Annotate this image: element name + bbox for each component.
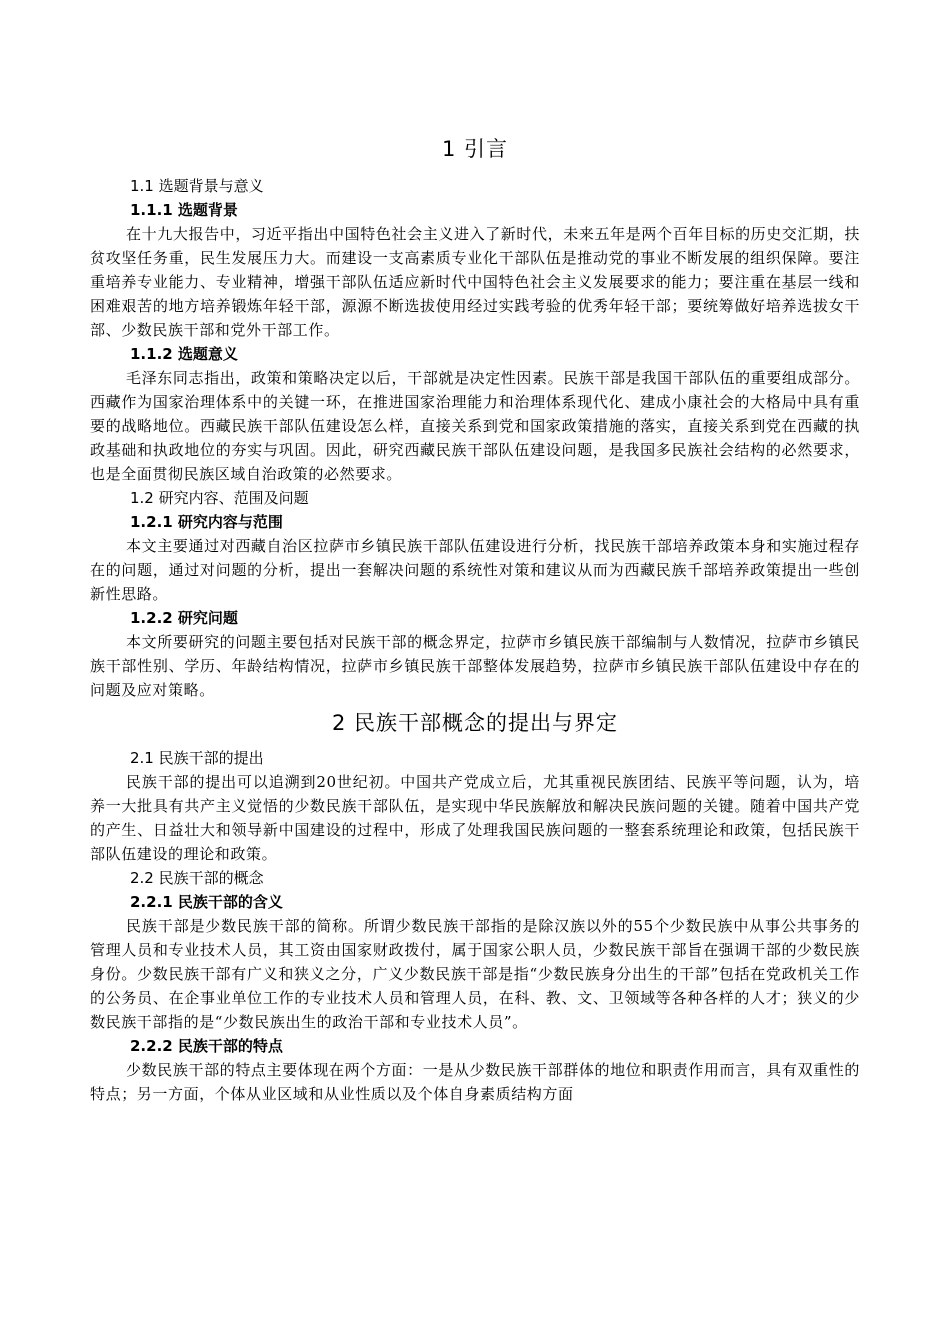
paragraph-1-1-2: 毛泽东同志指出，政策和策略决定以后，干部就是决定性因素。民族干部是我国干部队伍的重要组成部分。西藏作为国家治理体系中的关键一环，在推进国家治理能力和治理体系现代化、建成小康社会的大格局中具有重要的战略地位。西藏民族干部队伍建设怎么样，直接关系到党和国家政策措施的落实，直接关系到党在西藏的执政基础和执政地位的夯实与巩固。因此，研究西藏民族干部队伍建设问题，是我国多民族社会结构的必然要求，也是全面贯彻民族区域自治政策的必然要求。 xyxy=(90,369,860,483)
paragraph-2-2-2: 少数民族干部的特点主要体现在两个方面：一是从少数民族干部群体的地位和职责作用而言，具有双重性的特点；另一方面，个体从业区域和从业性质以及个体自身素质结构方面 xyxy=(90,1061,860,1103)
heading-2-2: 2.2 民族干部的概念 xyxy=(130,869,264,887)
heading-1-2: 1.2 研究内容、范围及问题 xyxy=(130,489,309,507)
heading-1-2-2: 1.2.2 研究问题 xyxy=(130,609,238,627)
heading-1-2-1: 1.2.1 研究内容与范围 xyxy=(130,513,283,531)
paragraph-2-1: 民族干部的提出可以追溯到20世纪初。中国共产党成立后，尤其重视民族团结、民族平等问题，认为，培养一大批具有共产主义觉悟的少数民族干部队伍，是实现中华民族解放和解决民族问题的关键。随着中国共产党的产生、日益壮大和领导新中国建设的过程中，形成了处理我国民族问题的一整套系统理论和政策，包括民族干部队伍建设的理论和政策。 xyxy=(90,773,860,863)
paragraph-1-1-1: 在十九大报告中，习近平指出中国特色社会主义进入了新时代，未来五年是两个百年目标的历史交汇期，扶贫攻坚任务重，民生发展压力大。而建设一支高素质专业化干部队伍是推动党的事业不断发展的组织保障。要注重培养专业能力、专业精神，增强干部队伍适应新时代中国特色社会主义发展要求的能力；要注重在基层一线和困难艰苦的地方培养锻炼年轻干部，源源不断选拔使用经过实践考验的优秀年轻干部；要统筹做好培养选拔女干部、少数民族干部和党外干部工作。 xyxy=(90,225,860,339)
section-2-title: 2 民族干部概念的提出与界定 xyxy=(331,711,619,735)
paragraph-1-2-1: 本文主要通过对西藏自治区拉萨市乡镇民族干部队伍建设进行分析，找民族干部培养政策本身和实施过程存在的问题，通过对问题的分析，提出一套解决问题的系统性对策和建议从而为西藏民族千部培养政策提出一些创新性思路。 xyxy=(90,537,860,603)
heading-2-2-1: 2.2.1 民族干部的含义 xyxy=(130,893,283,911)
heading-1-1-2: 1.1.2 选题意义 xyxy=(130,345,238,363)
heading-1-1-1: 1.1.1 选题背景 xyxy=(130,201,238,219)
heading-2-1: 2.1 民族干部的提出 xyxy=(130,749,264,767)
document-page xyxy=(90,128,860,1106)
section-1-title: 1 引言 xyxy=(441,137,509,161)
heading-2-2-2: 2.2.2 民族干部的特点 xyxy=(130,1037,283,1055)
heading-1-1: 1.1 选题背景与意义 xyxy=(130,177,264,195)
paragraph-1-2-2: 本文所要研究的问题主要包括对民族干部的概念界定，拉萨市乡镇民族干部编制与人数情况，拉萨市乡镇民族干部性别、学历、年龄结构情况，拉萨市乡镇民族干部整体发展趋势，拉萨市乡镇民族干部队伍建设中存在的问题及应对策略。 xyxy=(90,633,860,699)
paragraph-2-2-1: 民族干部是少数民族干部的简称。所谓少数民族干部指的是除汉族以外的55个少数民族中从事公共事务的管理人员和专业技术人员，其工资由国家财政拨付，属于国家公职人员，少数民族干部旨在强调干部的少数民族身份。少数民族干部有广义和狭义之分，广义少数民族干部是指“少数民族身分出生的干部”包括在党政机关工作的公务员、在企事业单位工作的专业技术人员和管理人员，在科、教、文、卫领域等各种各样的人才；狭义的少数民族干部指的是“少数民族出生的政治干部和专业技术人员”。 xyxy=(90,917,860,1031)
